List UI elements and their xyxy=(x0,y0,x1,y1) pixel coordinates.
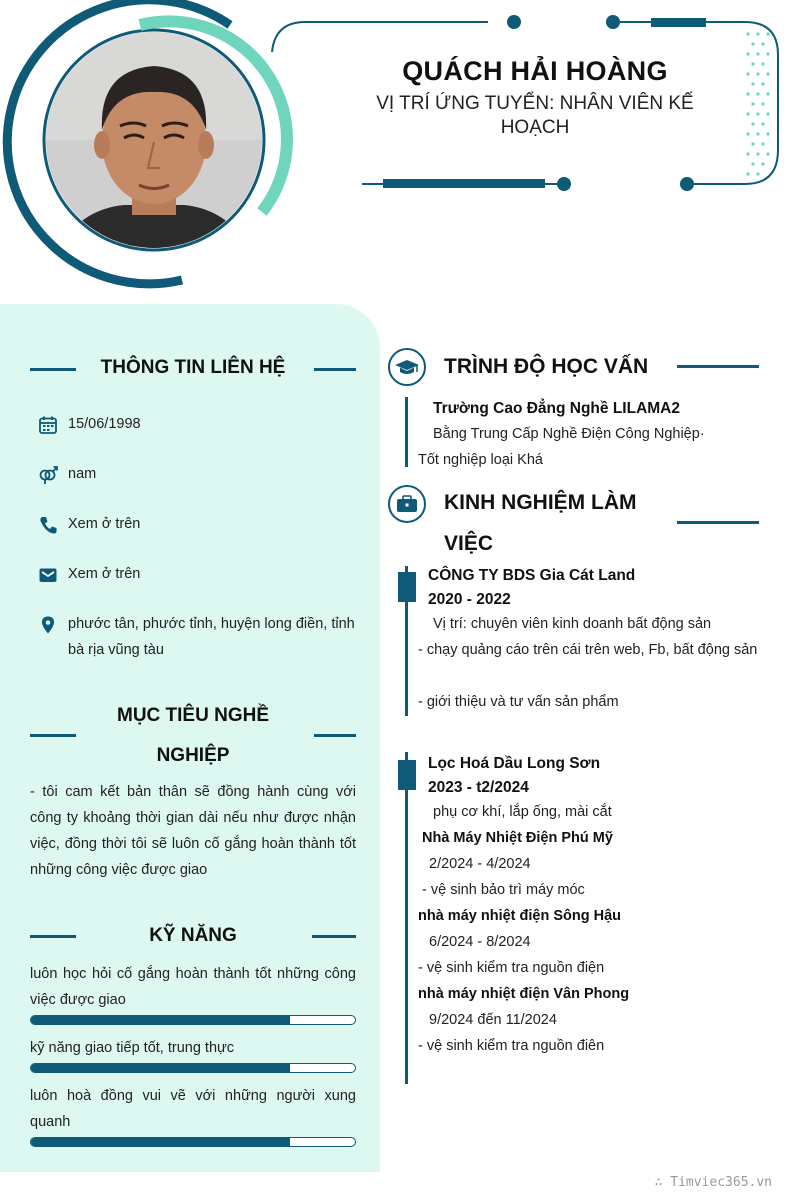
job-line: nhà máy nhiệt điện Vân Phong xyxy=(418,986,630,1002)
job-line: - chạy quảng cáo trên cái trên web, Fb, bất động sản xyxy=(418,642,758,658)
phone-icon xyxy=(38,515,58,535)
education-section-title: TRÌNH ĐỘ HỌC VẤN xyxy=(444,355,649,378)
objective-text: - tôi cam kết bản thân sẽ đồng hành cùng với công ty khoảng thời gian dài nếu như được nhận việc, đồng thời tôi sẽ luôn cố gắng hoàn thành tốt những công việc được giao xyxy=(30,784,356,878)
job-period: 2023 - t2/2024 xyxy=(428,779,529,796)
job-period: 2020 - 2022 xyxy=(428,591,511,608)
divider xyxy=(314,734,356,737)
skill-bar xyxy=(30,1015,356,1025)
skill-label: luôn học hỏi cố gắng hoàn thành tốt những công việc được giao xyxy=(30,966,356,1008)
job-line: - vệ sinh kiểm tra nguồn điện xyxy=(418,960,605,976)
skill-bar xyxy=(30,1063,356,1073)
skill-bar-fill xyxy=(31,1138,290,1146)
job-line: - vệ sinh bảo trì máy móc xyxy=(422,882,585,898)
job-line: nhà máy nhiệt điện Sông Hậu xyxy=(418,908,622,924)
briefcase-icon xyxy=(388,485,426,523)
timeline-line xyxy=(405,397,408,467)
address-text: phước tân, phước tỉnh, huyện long điền, tỉnh bà rịa vũng tàu xyxy=(68,616,355,658)
job-line: 6/2024 - 8/2024 xyxy=(429,934,531,950)
avatar xyxy=(44,30,264,250)
email-text: Xem ở trên xyxy=(68,566,141,582)
email-icon xyxy=(38,565,58,585)
divider xyxy=(677,521,759,524)
job-company: CÔNG TY BDS Gia Cát Land xyxy=(428,567,636,584)
divider xyxy=(30,935,76,938)
timeline-marker xyxy=(398,760,416,790)
contact-section-title: THÔNG TIN LIÊN HỆ xyxy=(100,357,286,378)
job-line: - giới thiệu và tư vấn sản phẩm xyxy=(418,694,619,710)
grade-text: Tốt nghiệp loại Khá xyxy=(418,452,543,468)
gender-text: nam xyxy=(68,466,97,482)
watermark-text: Timviec365.vn xyxy=(670,1175,772,1190)
calendar-icon xyxy=(38,415,58,435)
skill-bar-fill xyxy=(31,1064,290,1072)
location-icon xyxy=(38,615,58,635)
job-line: phụ cơ khí, lắp ống, mài cắt xyxy=(433,804,612,820)
watermark xyxy=(655,1175,772,1190)
skill-bar xyxy=(30,1137,356,1147)
skill-label: luôn hoà đồng vui vẽ với những người xung quanh xyxy=(30,1088,356,1130)
job-company: Lọc Hoá Dầu Long Sơn xyxy=(428,755,601,772)
divider xyxy=(314,368,356,371)
school-name: Trường Cao Đẳng Nghề LILAMA2 xyxy=(433,400,680,417)
watermark-icon: ∴ xyxy=(654,1175,671,1190)
divider xyxy=(30,368,76,371)
degree-text: Bằng Trung Cấp Nghề Điện Công Nghiệp· xyxy=(433,426,705,442)
skills-section-title: KỸ NĂNG xyxy=(149,925,237,946)
job-line: 2/2024 - 4/2024 xyxy=(429,856,531,872)
divider xyxy=(30,734,76,737)
experience-section-title-cont: VIỆC xyxy=(444,532,494,555)
gender-icon xyxy=(38,465,58,485)
applied-position: VỊ TRÍ ỨNG TUYỂN: NHÂN VIÊN KẾ HOẠCH xyxy=(376,93,694,138)
candidate-name: QUÁCH HẢI HOÀNG xyxy=(402,56,668,86)
graduation-cap-icon xyxy=(388,348,426,386)
skill-label: kỹ năng giao tiếp tốt, trung thực xyxy=(30,1040,234,1056)
job-line: 9/2024 đến 11/2024 xyxy=(429,1012,557,1028)
job-line: Vị trí: chuyên viên kinh doanh bất động sản xyxy=(433,616,712,632)
timeline-marker xyxy=(398,572,416,602)
phone-text: Xem ở trên xyxy=(68,516,141,532)
objective-section-title: MỤC TIÊU NGHỀ xyxy=(117,705,269,726)
timeline-line xyxy=(405,752,408,1084)
skill-bar-fill xyxy=(31,1016,290,1024)
job-line: - vệ sinh kiểm tra nguồn điên xyxy=(418,1038,605,1054)
divider xyxy=(677,365,759,368)
objective-section-title-cont: NGHIỆP xyxy=(156,745,230,766)
divider xyxy=(312,935,356,938)
experience-section-title: KINH NGHIỆM LÀM xyxy=(444,491,637,514)
birthdate-text: 15/06/1998 xyxy=(68,416,141,432)
job-line: Nhà Máy Nhiệt Điện Phú Mỹ xyxy=(422,830,613,846)
